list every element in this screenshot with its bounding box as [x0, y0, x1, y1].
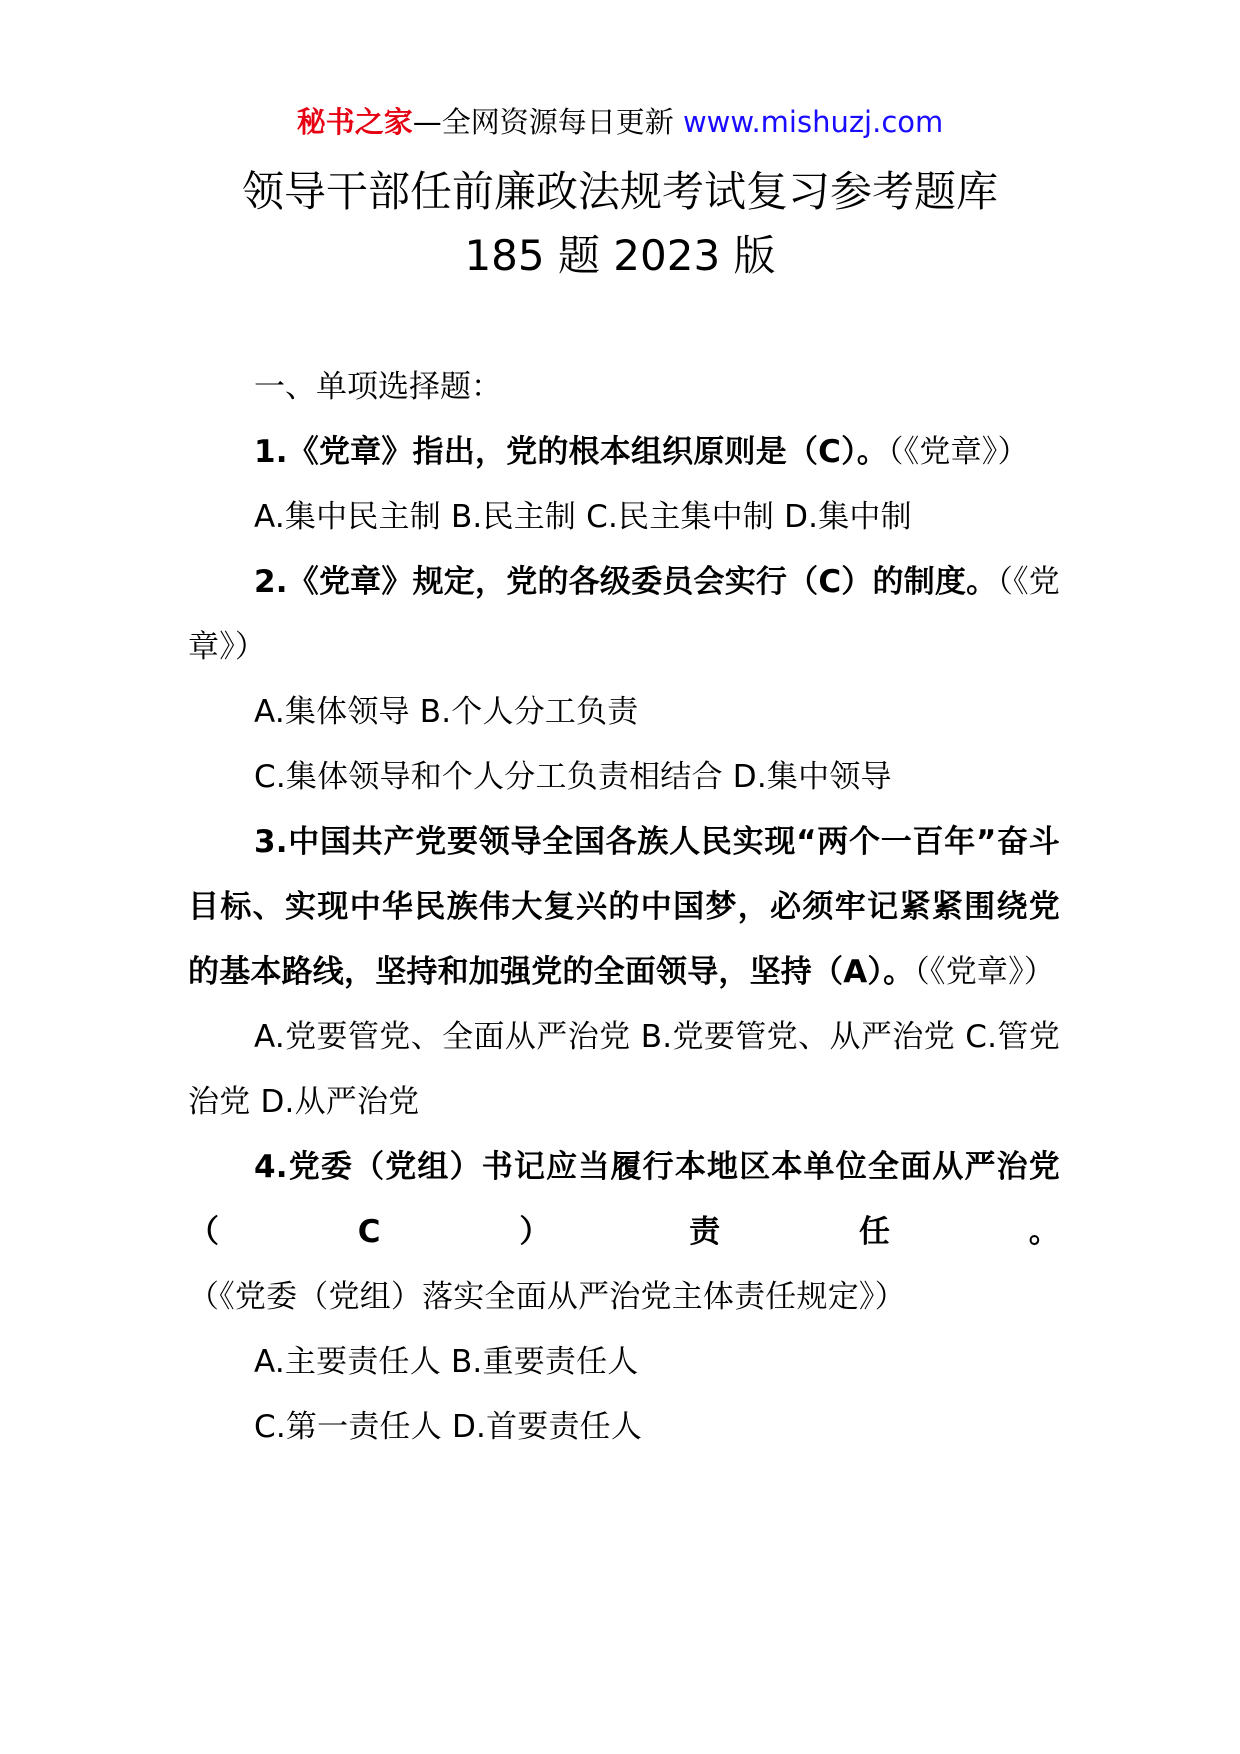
header-tagline: —全网资源每日更新 [412, 105, 674, 139]
document-title-line-1: 领导干部任前廉政法规考试复习参考题库 [241, 167, 998, 216]
question-stem-1 [188, 420, 1060, 485]
brand-name: 秘书之家 [296, 105, 413, 139]
question-text: 2.《党章》规定，党的各级委员会实行（C）的制度。 [254, 564, 998, 600]
question-options-2b: C.集体领导和个人分工负责相结合 D.集中领导 [254, 759, 892, 795]
question-list [188, 420, 1060, 1460]
question-stem-2 [188, 550, 1060, 680]
question-text: 1.《党章》指出，党的根本组织原则是（C）。 [254, 434, 888, 470]
question-source: （《党章》） [888, 434, 1029, 470]
question-options-4a: A.主要责任人 B.重要责任人 [254, 1344, 639, 1380]
section-heading: 一、单项选择题： [254, 369, 502, 405]
question-text: 3.中国共产党要领导全国各族人民实现“两个一百年”奋斗目标、实现中华民族伟大复兴的中国梦，必须牢记紧紧围绕党的基本路线，坚持和加强党的全面领导，坚持（A）。 [188, 824, 1060, 990]
question-options-1: A.集中民主制 B.民主制 C.民主集中制 D.集中制 [254, 499, 912, 535]
question-options-4b: C.第一责任人 D.首要责任人 [254, 1409, 643, 1445]
question-source: （《党章》） [188, 564, 1060, 665]
question-stem-4 [188, 1135, 1060, 1330]
question-options-2a: A.集体领导 B.个人分工负责 [254, 694, 639, 730]
question-source: （《党委（党组）落实全面从严治党主体责任规定》） [188, 1279, 906, 1315]
site-header [0, 102, 1240, 142]
question-source: （《党章》） [914, 954, 1055, 990]
question-stem-3 [188, 810, 1060, 1005]
site-link[interactable]: www.mishuzj.com [682, 105, 944, 139]
question-text: 4.党委（党组）书记应当履行本地区本单位全面从严治党（C）责任。 [188, 1149, 1060, 1250]
document-title-line-2: 185 题 2023 版 [464, 231, 776, 280]
question-options-3: A.党要管党、全面从严治党 B.党要管党、从严治党 C.管党治党 D.从严治党 [188, 1019, 1060, 1120]
